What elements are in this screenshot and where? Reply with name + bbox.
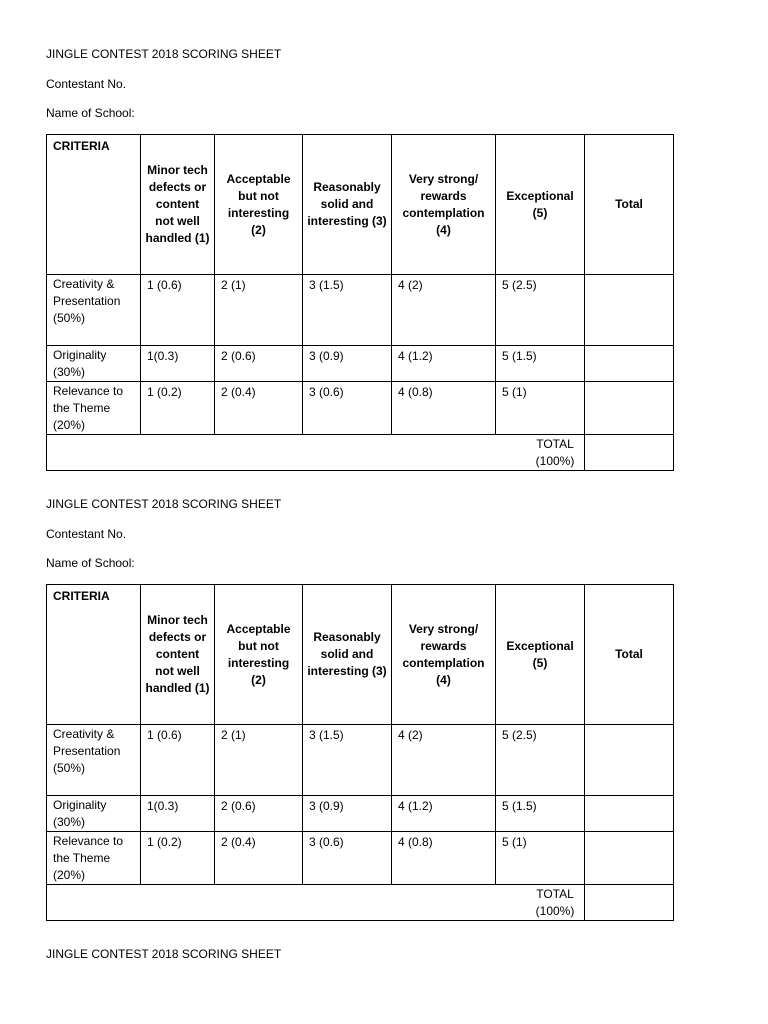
score-cell: 4 (2) [392,275,496,346]
total-cell[interactable] [585,382,674,435]
criterion-label: Originality (30%) [47,796,141,832]
grand-total-cell[interactable] [585,885,674,921]
score-cell: 4 (0.8) [392,832,496,885]
sheet-title: JINGLE CONTEST 2018 SCORING SHEET [46,947,282,961]
table-row [47,382,674,435]
grand-total-label: TOTAL (100%) [535,437,575,468]
criterion-label: Relevance to the Theme (20%) [47,832,141,885]
score-cell: 1 (0.6) [141,725,215,796]
criteria-header: CRITERIA [47,135,141,275]
grand-total-cell[interactable] [585,435,674,471]
total-cell[interactable] [585,796,674,832]
scoring-sheet-1 [46,47,673,468]
total-cell[interactable] [585,725,674,796]
score-cell: 4 (0.8) [392,382,496,435]
score-cell: 2 (0.6) [215,346,303,382]
score-cell: 3 (0.9) [303,346,392,382]
table-row [47,725,674,796]
score-cell: 4 (1.2) [392,346,496,382]
score-cell: 2 (0.4) [215,382,303,435]
contestant-number-label: Contestant No. [46,77,127,91]
level-3-header: Reasonably solid and interesting (3) [303,135,392,275]
score-cell: 4 (2) [392,725,496,796]
level-4-header: Very strong/ rewards contemplation (4) [392,135,496,275]
total-header: Total [585,135,674,275]
level-5-header: Exceptional (5) [496,135,585,275]
criterion-label: Relevance to the Theme (20%) [47,382,141,435]
score-cell: 4 (1.2) [392,796,496,832]
grand-total-label: TOTAL (100%) [535,887,575,918]
score-cell: 5 (1.5) [496,346,585,382]
total-cell[interactable] [585,275,674,346]
score-cell: 2 (1) [215,725,303,796]
total-header: Total [585,585,674,725]
score-cell: 5 (2.5) [496,725,585,796]
score-cell: 1(0.3) [141,796,215,832]
score-cell: 1 (0.6) [141,275,215,346]
criterion-label: Originality (30%) [47,346,141,382]
score-cell: 5 (1) [496,382,585,435]
sheet-title: JINGLE CONTEST 2018 SCORING SHEET [46,497,282,511]
score-cell: 1 (0.2) [141,382,215,435]
score-cell: 2 (1) [215,275,303,346]
table-row [47,796,674,832]
contestant-number-label: Contestant No. [46,527,127,541]
level-1-header: Minor tech defects or content not well handled (1) [141,585,215,725]
score-cell: 2 (0.6) [215,796,303,832]
criterion-label: Creativity & Presentation (50%) [47,275,141,346]
score-cell: 1(0.3) [141,346,215,382]
criteria-header: CRITERIA [47,585,141,725]
score-cell: 3 (0.9) [303,796,392,832]
level-4-header: Very strong/ rewards contemplation (4) [392,585,496,725]
grand-total-label-cell [47,435,585,471]
school-name-label: Name of School: [46,106,135,120]
score-cell: 5 (1.5) [496,796,585,832]
criterion-label: Creativity & Presentation (50%) [47,725,141,796]
table-row [47,832,674,885]
level-3-header: Reasonably solid and interesting (3) [303,585,392,725]
scoring-sheet-2 [46,497,673,918]
level-2-header: Acceptable but not interesting (2) [215,135,303,275]
score-cell: 5 (1) [496,832,585,885]
table-row [47,275,674,346]
score-cell: 5 (2.5) [496,275,585,346]
grand-total-row [47,885,674,921]
table-header-row [47,585,674,725]
score-cell: 3 (0.6) [303,832,392,885]
score-cell: 1 (0.2) [141,832,215,885]
level-5-header: Exceptional (5) [496,585,585,725]
score-cell: 3 (1.5) [303,725,392,796]
score-cell: 3 (0.6) [303,382,392,435]
scoring-table [46,584,674,921]
scoring-table [46,134,674,471]
grand-total-row [47,435,674,471]
table-row [47,346,674,382]
level-1-header: Minor tech defects or content not well handled (1) [141,135,215,275]
school-name-label: Name of School: [46,556,135,570]
grand-total-label-cell [47,885,585,921]
level-2-header: Acceptable but not interesting (2) [215,585,303,725]
score-cell: 2 (0.4) [215,832,303,885]
sheet-title: JINGLE CONTEST 2018 SCORING SHEET [46,47,282,61]
table-header-row [47,135,674,275]
total-cell[interactable] [585,346,674,382]
total-cell[interactable] [585,832,674,885]
score-cell: 3 (1.5) [303,275,392,346]
